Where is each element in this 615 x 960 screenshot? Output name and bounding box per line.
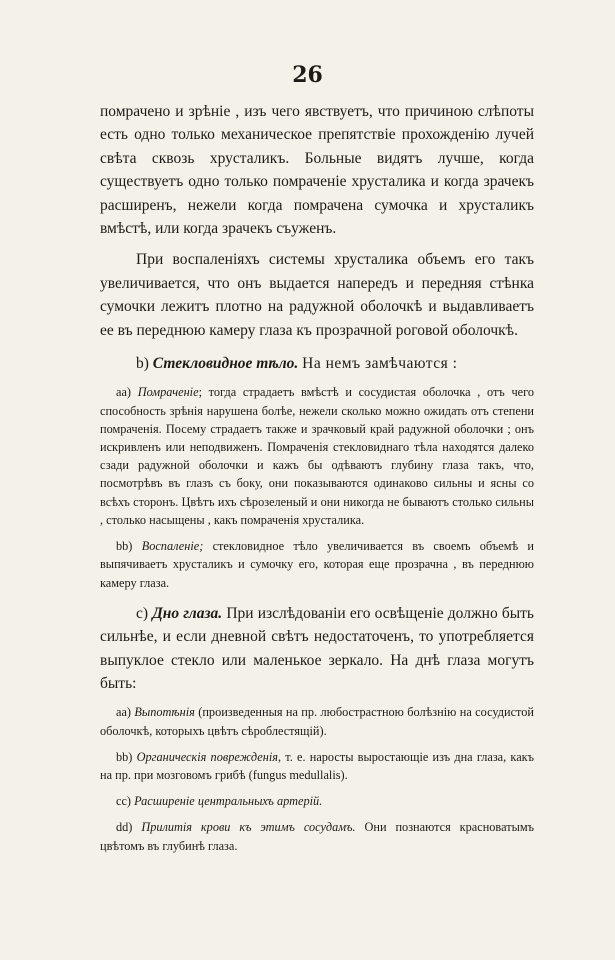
paragraph-1: помрачено и зрѣніе , изъ чего явствуетъ, что причиною слѣпоты есть одно только механическое препятствіе прохожденію лучей свѣта сквозь хрусталикъ. Больные видятъ лучше, когда существуетъ одно только помраченіе хрусталика и когда зрачекъ расширенъ, нежели когда помрачена сумочка и хрусталикъ вмѣстѣ, или когда зрачекъ съуженъ.	[100, 103, 534, 238]
item-c-cc	[100, 792, 534, 810]
item-text: , т. е. наросты выростающіе изъ дна глаза, какъ на пр. при мозговомъ грибѣ (fungus medullalis).	[100, 749, 535, 782]
item-c-bb	[100, 748, 534, 784]
item-c-dd	[100, 818, 534, 854]
item-label: aa)	[116, 385, 132, 400]
page-body	[100, 100, 534, 863]
item-title: Помраченіе	[137, 385, 199, 400]
item-title: Прилитія крови къ этимъ сосудамъ.	[141, 820, 356, 835]
section-b-label: b)	[136, 355, 149, 373]
paragraph-2: При воспаленіяхъ системы хрусталика объемъ его такъ увеличивается, что онъ выдается напередъ и передняя стѣнка сумочки лежитъ плотно на радужной оболочкѣ и выдавливаетъ ее въ переднюю камеру глаза къ прозрачной роговой оболочкѣ.	[100, 251, 534, 339]
item-label: bb)	[116, 539, 133, 554]
item-c-aa	[100, 703, 534, 739]
item-text: Они познаются красноватымъ цвѣтомъ въ глубинѣ глаза.	[100, 820, 534, 853]
item-label: aa)	[116, 705, 132, 720]
item-text: (произведенныя на пр. любострастною болѣзнію на сосудистой оболочкѣ, которыхъ цвѣтъ сѣроблестящій).	[100, 705, 534, 738]
item-label: dd)	[116, 820, 133, 835]
item-text: стекловидное тѣло увеличивается въ своемъ объемѣ и выпячиваетъ хрусталикъ и сумочку его, которая еще прозрачна , въ переднюю камеру глаза.	[100, 539, 534, 590]
item-b-bb	[100, 537, 534, 592]
item-title: Расширеніе центральныхъ артерій.	[134, 794, 323, 809]
section-c-paragraph	[100, 602, 534, 696]
item-text: ; тогда страдаетъ вмѣстѣ и сосудистая оболочка , отъ чего способность зрѣнія нарушена болѣе, нежели сколько можно ожидать отъ степени помраченія. Посему страдаетъ также и зрачковый край радужной оболочки ; онъ искривленъ или неподвиженъ. Помраченія стекловиднаго тѣла находятся далеко сзади радужной оболочки и кажъ бы одѣваютъ глубину глаза такъ, что, посмотрѣвъ въ глазъ съ боку, они показываются одинаково сильны и ясны со всѣхъ сторонъ. Цвѣтъ ихъ сѣрозеленый и они никогда не бываютъ столько сильны , столько насыщены , какъ помраченія хрусталика.	[100, 385, 534, 527]
section-b-text: На немъ замѣчаются :	[302, 355, 458, 373]
section-c-title: Дно глаза.	[152, 604, 223, 622]
section-c-label: c)	[136, 604, 149, 622]
section-b-heading	[100, 352, 534, 375]
item-label: cc)	[116, 794, 132, 809]
item-label: bb)	[116, 749, 133, 764]
item-b-aa	[100, 383, 534, 529]
item-title: Выпотѣнія	[134, 705, 195, 720]
section-b-title: Стекловидное тѣло.	[152, 355, 299, 373]
item-title: Органическія поврежденія	[136, 749, 278, 764]
page-number: 26	[292, 62, 323, 88]
item-title: Воспаленіе;	[141, 539, 204, 554]
section-c-text: При изслѣдованіи его освѣщеніе должно быть сильнѣе, и если дневной свѣтъ недостаточенъ, то употребляется выпуклое стекло или маленькое зеркало. На днѣ глаза могутъ быть:	[100, 604, 535, 692]
